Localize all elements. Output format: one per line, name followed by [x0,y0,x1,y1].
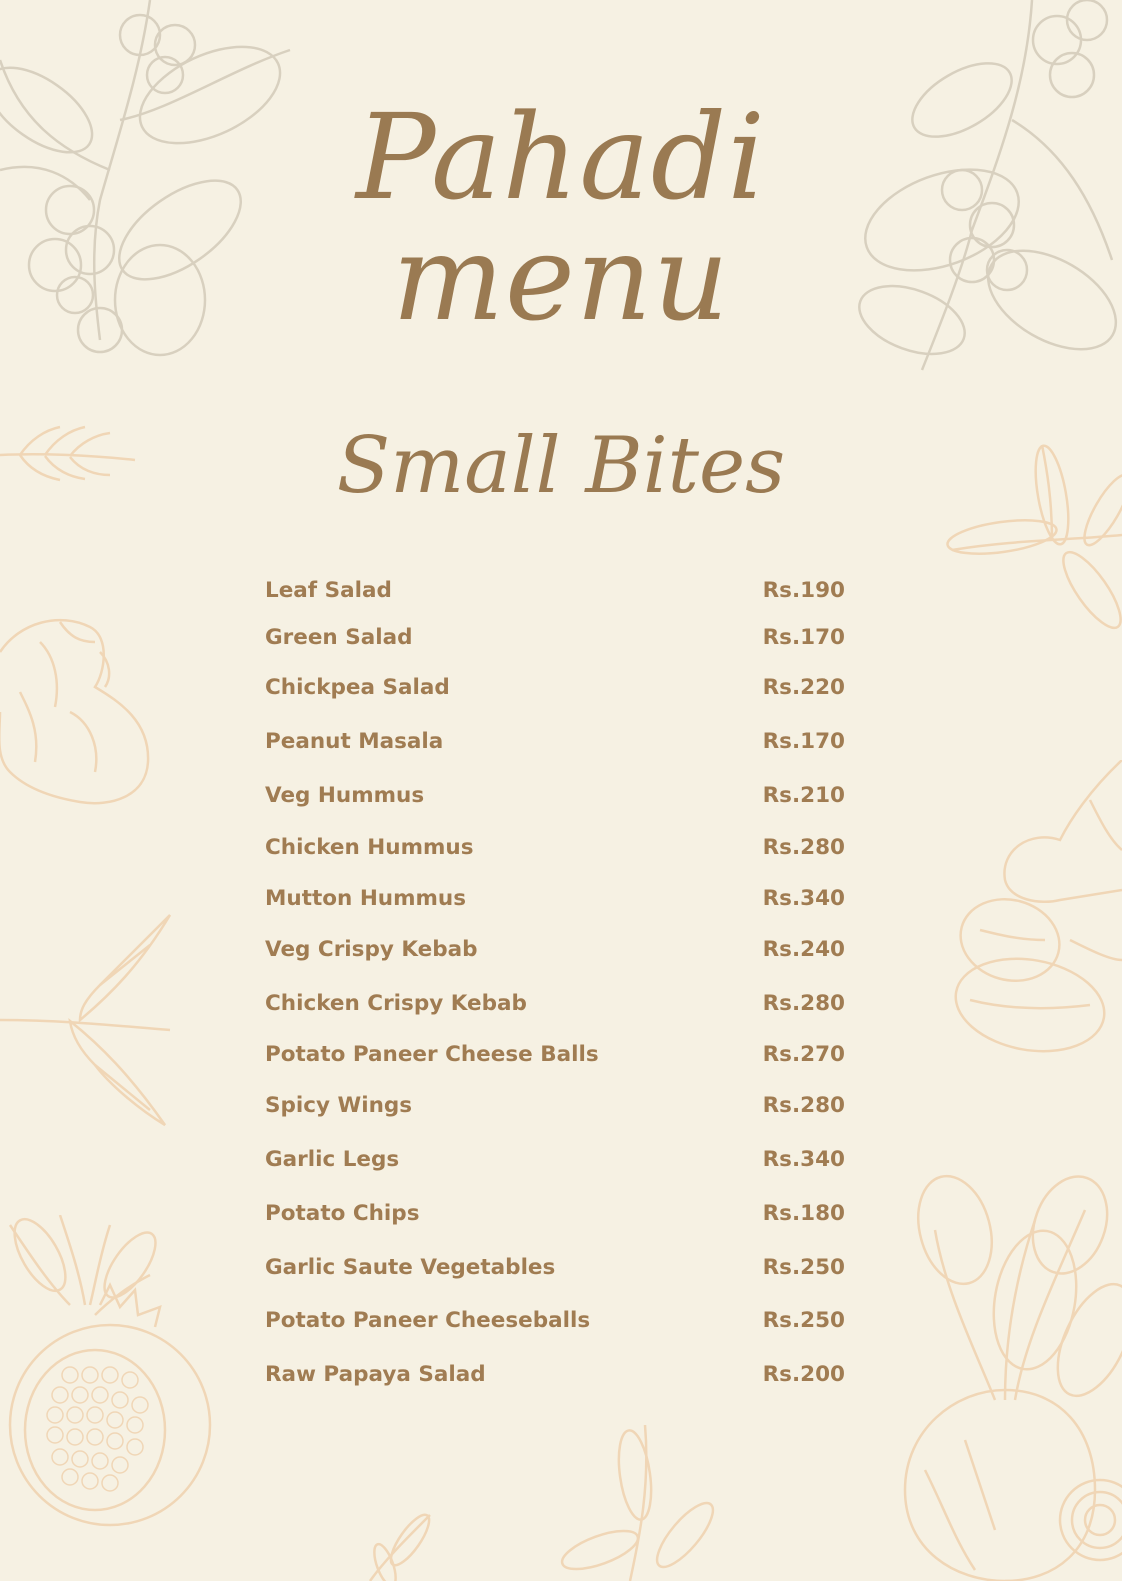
menu-item [265,1308,845,1340]
menu-item-name: Chickpea Salad [265,675,450,700]
menu-title-line-1: Pahadi [355,88,767,226]
beetroot-icon [885,1170,1122,1581]
menu-item [265,783,845,815]
menu-item-price: Rs.180 [762,1201,845,1226]
menu-item [265,835,845,867]
menu-item-price: Rs.240 [762,937,845,962]
menu-item-price: Rs.280 [762,1093,845,1118]
ginger-root-icon [950,760,1122,1060]
menu-item-name: Leaf Salad [265,578,392,603]
menu-item [265,1201,845,1233]
menu-item-name: Chicken Hummus [265,835,474,860]
menu-item-price: Rs.250 [762,1255,845,1280]
menu-item-price: Rs.270 [762,1042,845,1067]
menu-item [265,578,845,610]
menu-item-price: Rs.250 [762,1308,845,1333]
menu-item-price: Rs.340 [762,1147,845,1172]
leaf-sprig-icon [360,1425,740,1581]
menu-item [265,1147,845,1179]
menu-item-name: Potato Chips [265,1201,420,1226]
menu-title-line-2: menu [392,209,730,347]
menu-item [265,1093,845,1125]
menu-item-name: Chicken Crispy Kebab [265,991,527,1016]
menu-item-name: Garlic Legs [265,1147,400,1172]
ginger-root-icon [0,612,155,812]
pomegranate-icon [0,1215,240,1545]
menu-item-price: Rs.340 [762,886,845,911]
menu-item-name: Green Salad [265,625,413,650]
menu-item-price: Rs.280 [762,835,845,860]
menu-item-name: Potato Paneer Cheeseballs [265,1308,591,1333]
menu-item-name: Mutton Hummus [265,886,467,911]
menu-item [265,1255,845,1287]
menu-item [265,625,845,657]
section-title: Small Bites [336,421,786,511]
menu-item-price: Rs.170 [762,729,845,754]
menu-item-name: Potato Paneer Cheese Balls [265,1042,599,1067]
menu-item [265,729,845,761]
menu-item-name: Veg Crispy Kebab [265,937,478,962]
menu-item-price: Rs.280 [762,991,845,1016]
menu-item-price: Rs.170 [762,625,845,650]
menu-item [265,1042,845,1074]
menu-item-price: Rs.220 [762,675,845,700]
menu-item-price: Rs.200 [762,1362,845,1387]
menu-item [265,1362,845,1394]
menu-item [265,991,845,1023]
leaf-branch-icon [0,905,180,1135]
menu-item [265,937,845,969]
menu-item-name: Garlic Saute Vegetables [265,1255,556,1280]
menu-item-name: Spicy Wings [265,1093,413,1118]
menu-item-name: Raw Papaya Salad [265,1362,486,1387]
menu-item-price: Rs.190 [762,578,845,603]
menu-item [265,675,845,707]
menu-item-name: Peanut Masala [265,729,444,754]
menu-item [265,886,845,918]
menu-item-name: Veg Hummus [265,783,425,808]
menu-item-price: Rs.210 [762,783,845,808]
